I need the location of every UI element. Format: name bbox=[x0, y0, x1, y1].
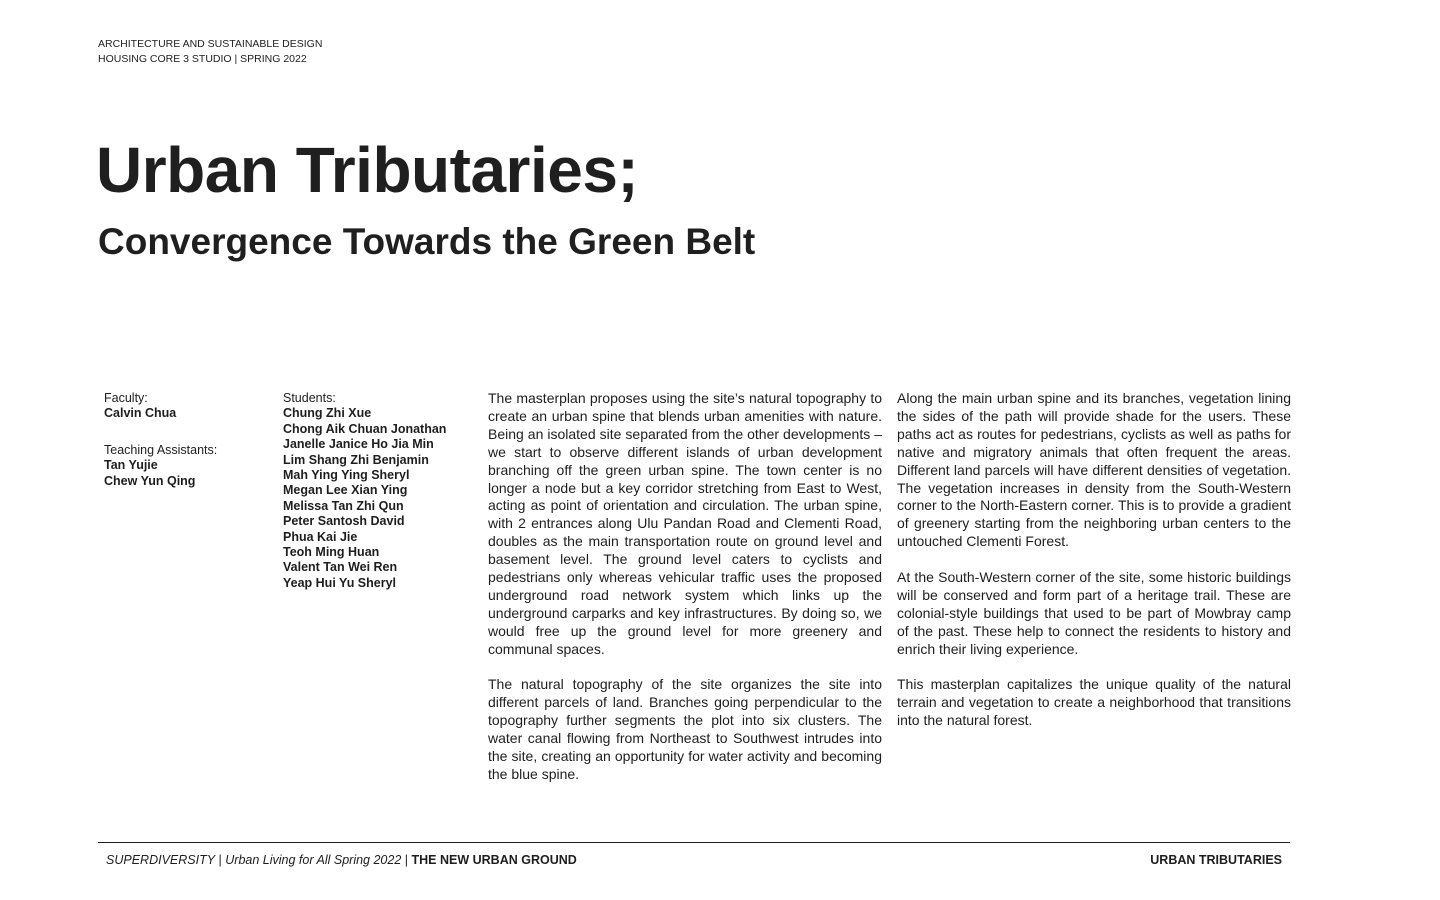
page-title: Urban Tributaries; bbox=[96, 134, 639, 206]
body-paragraph: This masterplan capitalizes the unique quality of the natural terrain and vegetation to create a neighborhood that transitions into the natural forest. bbox=[897, 676, 1291, 729]
teaching-assistant-name: Tan Yujie bbox=[104, 458, 158, 473]
teaching-assistants-label: Teaching Assistants: bbox=[104, 442, 218, 457]
student-name: Chong Aik Chuan Jonathan bbox=[283, 421, 447, 436]
body-column-left bbox=[488, 390, 882, 802]
body-paragraph: The natural topography of the site organizes the site into different parcels of land. Branches going perpendicular to the topography further segments the plot into six clusters. The water canal flowing from Northeast to Southwest intrudes into the site, creating an opportunity for water activity and becoming the blue spine. bbox=[488, 676, 882, 783]
footer-brand: SUPERDIVERSITY bbox=[106, 853, 216, 867]
student-name: Melissa Tan Zhi Qun bbox=[283, 498, 404, 513]
students-label: Students: bbox=[283, 391, 336, 405]
body-paragraph: The masterplan proposes using the site’s natural topography to create an urban spine that blends urban amenities with nature. Being an isolated site separated from the other developments – we start to observe different islands of urban development branching off the green urban spine. The town center is no longer a node but a key corridor stretching from East to West, acting as point of orientation and circulation. The urban spine, with 2 entrances along Ulu Pandan Road and Clementi Road, doubles as the main transportation route on ground level and basement level. The ground level caters to cyclists and pedestrians only whereas vehicular traffic uses the proposed underground road network system which links up the underground carparks and key infrastructures. By doing so, we would free up the ground level for more greenery and communal spaces. bbox=[488, 390, 882, 657]
page-subtitle: Convergence Towards the Green Belt bbox=[98, 221, 756, 262]
body-column-right bbox=[897, 390, 1291, 748]
header-studio: HOUSING CORE 3 STUDIO | SPRING 2022 bbox=[98, 53, 307, 65]
faculty-credits bbox=[104, 391, 264, 489]
document-header bbox=[98, 37, 322, 67]
teaching-assistant-name: Chew Yun Qing bbox=[104, 473, 196, 488]
footer-left bbox=[106, 852, 577, 868]
footer-project-title: URBAN TRIBUTARIES bbox=[1150, 853, 1282, 867]
student-name: Mah Ying Ying Sheryl bbox=[283, 468, 410, 483]
student-name: Peter Santosh David bbox=[283, 514, 405, 529]
body-paragraph: Along the main urban spine and its branches, vegetation lining the sides of the path will provide shade for the users. These paths act as routes for pedestrians, cyclists as well as paths for native and migratory animals that often frequent the areas. Different land parcels will have different densities of vegetation. The vegetation increases in density from the South-Western corner to the North-Eastern corner. This is to provide a gradient of greenery starting from the neighboring urban centers to the untouched Clementi Forest. bbox=[897, 390, 1291, 550]
student-name: Megan Lee Xian Ying bbox=[283, 483, 408, 498]
student-name: Chung Zhi Xue bbox=[283, 406, 372, 421]
header-program: ARCHITECTURE AND SUSTAINABLE DESIGN bbox=[98, 38, 323, 50]
footer-separator: | bbox=[401, 853, 412, 867]
student-name: Valent Tan Wei Ren bbox=[283, 560, 398, 575]
student-name: Janelle Janice Ho Jia Min bbox=[283, 437, 434, 452]
faculty-name: Calvin Chua bbox=[104, 406, 177, 421]
student-name: Lim Shang Zhi Benjamin bbox=[283, 452, 429, 467]
student-credits bbox=[283, 391, 473, 591]
footer-section: THE NEW URBAN GROUND bbox=[411, 853, 577, 867]
student-name: Yeap Hui Yu Sheryl bbox=[283, 575, 397, 590]
footer-separator: | bbox=[215, 853, 226, 867]
faculty-label: Faculty: bbox=[104, 391, 148, 405]
footer-course: Urban Living for All Spring 2022 bbox=[225, 853, 402, 867]
footer-divider bbox=[98, 842, 1290, 843]
student-name: Teoh Ming Huan bbox=[283, 545, 380, 560]
body-paragraph: At the South-Western corner of the site, some historic buildings will be conserved and form part of a heritage trail. These are colonial-style buildings that used to be part of Mowbray camp of the past. These help to connect the residents to history and enrich their living experience. bbox=[897, 569, 1291, 657]
student-name: Phua Kai Jie bbox=[283, 529, 358, 544]
